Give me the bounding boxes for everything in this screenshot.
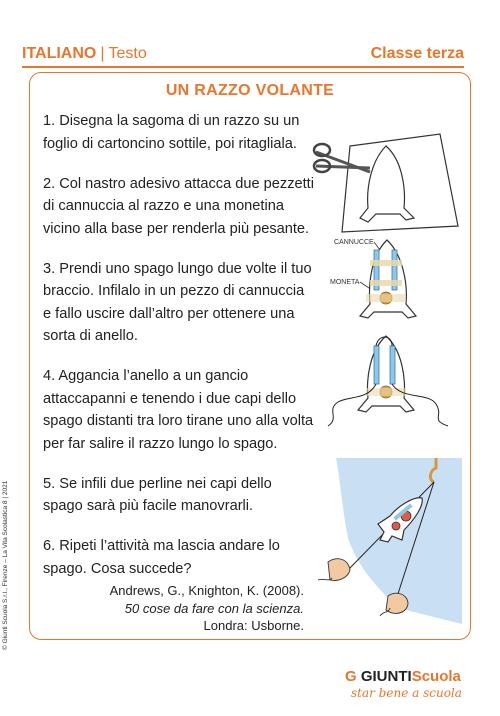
header-divider bbox=[22, 66, 464, 68]
header-separator: | bbox=[100, 45, 105, 62]
ref-authors: Andrews, G., Knighton, K. (2008). bbox=[109, 583, 304, 598]
logo-tagline: star bene a scuola bbox=[351, 686, 462, 700]
text-type-label: Testo bbox=[108, 45, 147, 62]
subject-label: ITALIANO bbox=[22, 45, 97, 62]
scissors-rocket-illustration bbox=[310, 128, 460, 234]
giunti-scuola-logo bbox=[345, 668, 475, 708]
step-2: 2. Col nastro adesivo attacca due pezzetti di cannuccia al razzo e una monetina vicino alla base per renderla più pesante. bbox=[43, 175, 314, 237]
bibliography bbox=[110, 582, 304, 635]
ref-publisher: Londra: Usborne. bbox=[203, 618, 304, 633]
flying-rocket-illustration bbox=[318, 458, 462, 624]
rocket-string-illustration bbox=[318, 330, 458, 430]
logo-wordmark bbox=[345, 668, 461, 685]
step-6: 6. Ripeti l’attività ma lascia andare lo spago. Cosa succede? bbox=[43, 538, 280, 577]
class-label: Classe terza bbox=[370, 45, 464, 62]
coin-label: MONETA bbox=[330, 279, 360, 286]
step-1: 1. Disegna la sagoma di un razzo su un foglio di cartoncino sottile, poi ritagliala. bbox=[43, 113, 300, 152]
steps-list bbox=[43, 110, 315, 598]
logo-scuola: Scuola bbox=[411, 668, 461, 685]
copyright-text: © Giunti Scuola S.r.l., Firenze – La Vita Scolastica 8 | 2021 bbox=[2, 480, 9, 650]
logo-brand: GIUNTI bbox=[360, 668, 412, 685]
copyright-notice bbox=[2, 480, 9, 651]
rocket-straws-illustration bbox=[330, 236, 455, 330]
step-3: 3. Prendi uno spago lungo due volte il tuo braccio. Infilalo in un pezzo di cannuccia e fallo uscire dall’altro per ottenere una sorta di anello. bbox=[43, 260, 312, 344]
page-title: UN RAZZO VOLANTE bbox=[165, 82, 335, 99]
logo-g-icon: G bbox=[345, 668, 357, 685]
ref-book: 50 cose da fare con la scienza. bbox=[124, 600, 304, 616]
straws-label: CANNUCCE bbox=[334, 239, 374, 246]
step-4: 4. Aggancia l’anello a un gancio attaccapanni e tenendo i due capi dello spago distanti tra loro tirane uno alla volta per far salire il razzo lungo lo spago. bbox=[43, 368, 314, 452]
header-subject bbox=[22, 45, 147, 63]
step-5: 5. Se infili due perline nei capi dello spago sarà più facile manovrarli. bbox=[43, 475, 272, 514]
